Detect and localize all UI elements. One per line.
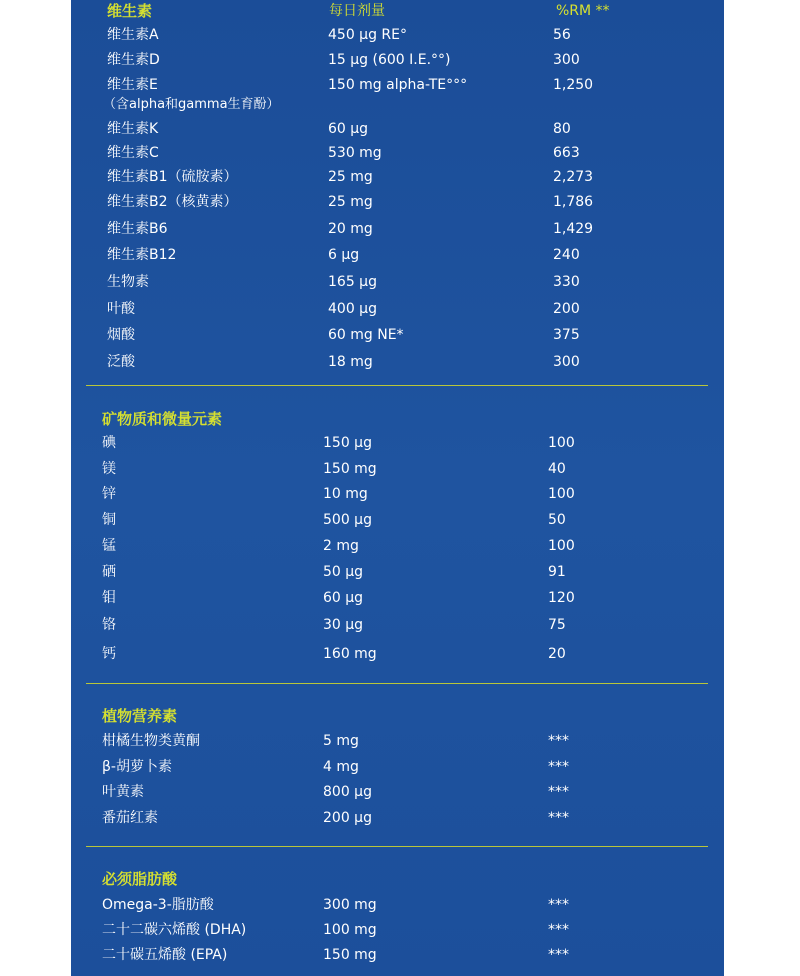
nutrient-name: 镁 <box>102 461 116 477</box>
nutrient-rm: 100 <box>548 435 575 451</box>
nutrient-dose: 6 µg <box>328 247 360 263</box>
nutrient-rm: 300 <box>553 52 580 68</box>
nutrient-dose: 300 mg <box>323 897 377 913</box>
nutrient-dose: 450 µg RE° <box>328 27 407 43</box>
table-row <box>71 459 724 479</box>
nutrient-rm: *** <box>548 897 569 913</box>
nutrient-dose: 160 mg <box>323 646 377 662</box>
nutrient-rm: 663 <box>553 145 580 161</box>
nutrient-rm: 100 <box>548 538 575 554</box>
table-row <box>71 731 724 751</box>
nutrient-rm: *** <box>548 810 569 826</box>
nutrient-dose: 20 mg <box>328 221 373 237</box>
nutrient-rm: 200 <box>553 301 580 317</box>
nutrient-dose: 25 mg <box>328 194 373 210</box>
nutrient-rm: 80 <box>553 121 571 137</box>
table-row <box>71 895 724 915</box>
nutrient-dose: 10 mg <box>323 486 368 502</box>
nutrient-dose: 150 µg <box>323 435 372 451</box>
table-row <box>71 615 724 635</box>
table-row <box>71 433 724 453</box>
nutrient-dose: 150 mg alpha-TE°°° <box>328 77 468 93</box>
phytonutrients-title: 植物营养素 <box>102 707 178 725</box>
nutrient-name: 维生素B6 <box>107 221 168 237</box>
nutrient-rm: *** <box>548 947 569 963</box>
vitamins-header: 维生素 <box>107 2 153 20</box>
nutrient-name: 叶酸 <box>107 301 135 317</box>
table-row <box>71 325 724 345</box>
nutrient-rm: 300 <box>553 354 580 370</box>
nutrient-name: 钼 <box>102 590 116 606</box>
section-divider <box>86 385 708 386</box>
nutrient-rm: 240 <box>553 247 580 263</box>
nutrient-dose: 200 µg <box>323 810 372 826</box>
table-row <box>71 143 724 163</box>
nutrient-name: 钙 <box>102 646 116 662</box>
table-row <box>71 75 724 95</box>
nutrient-dose: 25 mg <box>328 169 373 185</box>
nutrient-dose: 100 mg <box>323 922 377 938</box>
nutrient-dose: 400 µg <box>328 301 377 317</box>
nutrient-dose: 60 mg NE* <box>328 327 404 343</box>
nutrient-dose: 150 mg <box>323 461 377 477</box>
nutrient-rm: *** <box>548 759 569 775</box>
nutrient-name: 叶黄素 <box>102 784 144 800</box>
nutrient-name: 硒 <box>102 564 116 580</box>
nutrient-name: 维生素B12 <box>107 247 177 263</box>
table-row <box>71 245 724 265</box>
nutrient-dose: 530 mg <box>328 145 382 161</box>
nutrient-rm: 75 <box>548 617 566 633</box>
nutrient-rm: 56 <box>553 27 571 43</box>
nutrient-name: 维生素E <box>107 77 158 93</box>
nutrient-rm: 20 <box>548 646 566 662</box>
nutrient-name: Omega-3-脂肪酸 <box>102 897 214 913</box>
nutrient-name: 锌 <box>102 486 116 502</box>
nutrient-dose: 800 µg <box>323 784 372 800</box>
table-row <box>71 757 724 777</box>
nutrient-rm: 1,250 <box>553 77 594 93</box>
nutrient-rm: 120 <box>548 590 575 606</box>
table-row <box>71 299 724 319</box>
nutrient-dose: 60 µg <box>328 121 369 137</box>
nutrient-dose: 30 µg <box>323 617 364 633</box>
nutrient-dose: 500 µg <box>323 512 372 528</box>
nutrient-dose: 150 mg <box>323 947 377 963</box>
nutrient-rm: 330 <box>553 274 580 290</box>
nutrient-name: 二十二碳六烯酸 (DHA) <box>102 922 247 938</box>
table-row <box>71 25 724 45</box>
nutrient-rm: *** <box>548 784 569 800</box>
nutrient-name: 铜 <box>102 512 116 528</box>
nutrient-name: 碘 <box>102 435 116 451</box>
nutrient-dose: 50 µg <box>323 564 364 580</box>
nutrient-name: 铬 <box>102 617 116 633</box>
table-row <box>71 588 724 608</box>
nutrient-rm: 50 <box>548 512 566 528</box>
nutrient-rm: 1,786 <box>553 194 594 210</box>
section-divider <box>86 846 708 847</box>
nutrient-rm: 100 <box>548 486 575 502</box>
nutrient-dose: 5 mg <box>323 733 359 749</box>
table-row <box>71 782 724 802</box>
nutrient-name: 维生素K <box>107 121 159 137</box>
table-row <box>71 192 724 212</box>
table-row <box>71 484 724 504</box>
nutrient-dose: 18 mg <box>328 354 373 370</box>
nutrient-dose: 165 µg <box>328 274 377 290</box>
nutrient-name: 维生素C <box>107 145 159 161</box>
nutrient-dose: 2 mg <box>323 538 359 554</box>
table-row <box>71 808 724 828</box>
nutrient-name: 维生素A <box>107 27 159 43</box>
nutrient-dose: 60 µg <box>323 590 364 606</box>
table-row <box>71 920 724 940</box>
nutrient-rm: 91 <box>548 564 566 580</box>
minerals-title: 矿物质和微量元素 <box>102 410 223 428</box>
nutrient-name: 二十碳五烯酸 (EPA) <box>102 947 228 963</box>
nutrient-rm: 40 <box>548 461 566 477</box>
table-row <box>71 219 724 239</box>
section-divider <box>86 683 708 684</box>
nutrient-name: 维生素B2（核黄素） <box>107 194 238 210</box>
table-row <box>71 352 724 372</box>
table-row <box>71 510 724 530</box>
table-row <box>71 167 724 187</box>
table-row <box>71 644 724 664</box>
nutrient-name: 番茄红素 <box>102 810 158 826</box>
fatty-acids-title: 必须脂肪酸 <box>102 870 178 888</box>
nutrient-rm: 1,429 <box>553 221 594 237</box>
vitamin-e-note: （含alpha和gamma生育酚） <box>103 97 280 112</box>
nutrient-name: 柑橘生物类黄酮 <box>102 733 200 749</box>
table-row <box>71 945 724 965</box>
nutrient-name: 锰 <box>102 538 116 554</box>
table-row <box>71 536 724 556</box>
nutrient-rm: 2,273 <box>553 169 594 185</box>
table-row <box>71 272 724 292</box>
nutrition-panel <box>71 0 724 976</box>
nutrient-dose: 15 µg (600 I.E.°°) <box>328 52 451 68</box>
nutrient-name: 维生素D <box>107 52 160 68</box>
table-row <box>71 562 724 582</box>
table-row <box>71 119 724 139</box>
nutrient-name: 生物素 <box>107 274 149 290</box>
nutrient-name: 烟酸 <box>107 327 135 343</box>
nutrient-name: β-胡萝卜素 <box>102 759 172 775</box>
nutrient-rm: 375 <box>553 327 580 343</box>
rm-header: %RM ** <box>556 3 610 19</box>
nutrient-name: 泛酸 <box>107 354 135 370</box>
nutrient-rm: *** <box>548 733 569 749</box>
table-row <box>71 50 724 70</box>
nutrient-dose: 4 mg <box>323 759 359 775</box>
daily-dose-header: 每日剂量 <box>329 3 385 19</box>
nutrient-name: 维生素B1（硫胺素） <box>107 169 238 185</box>
nutrient-rm: *** <box>548 922 569 938</box>
